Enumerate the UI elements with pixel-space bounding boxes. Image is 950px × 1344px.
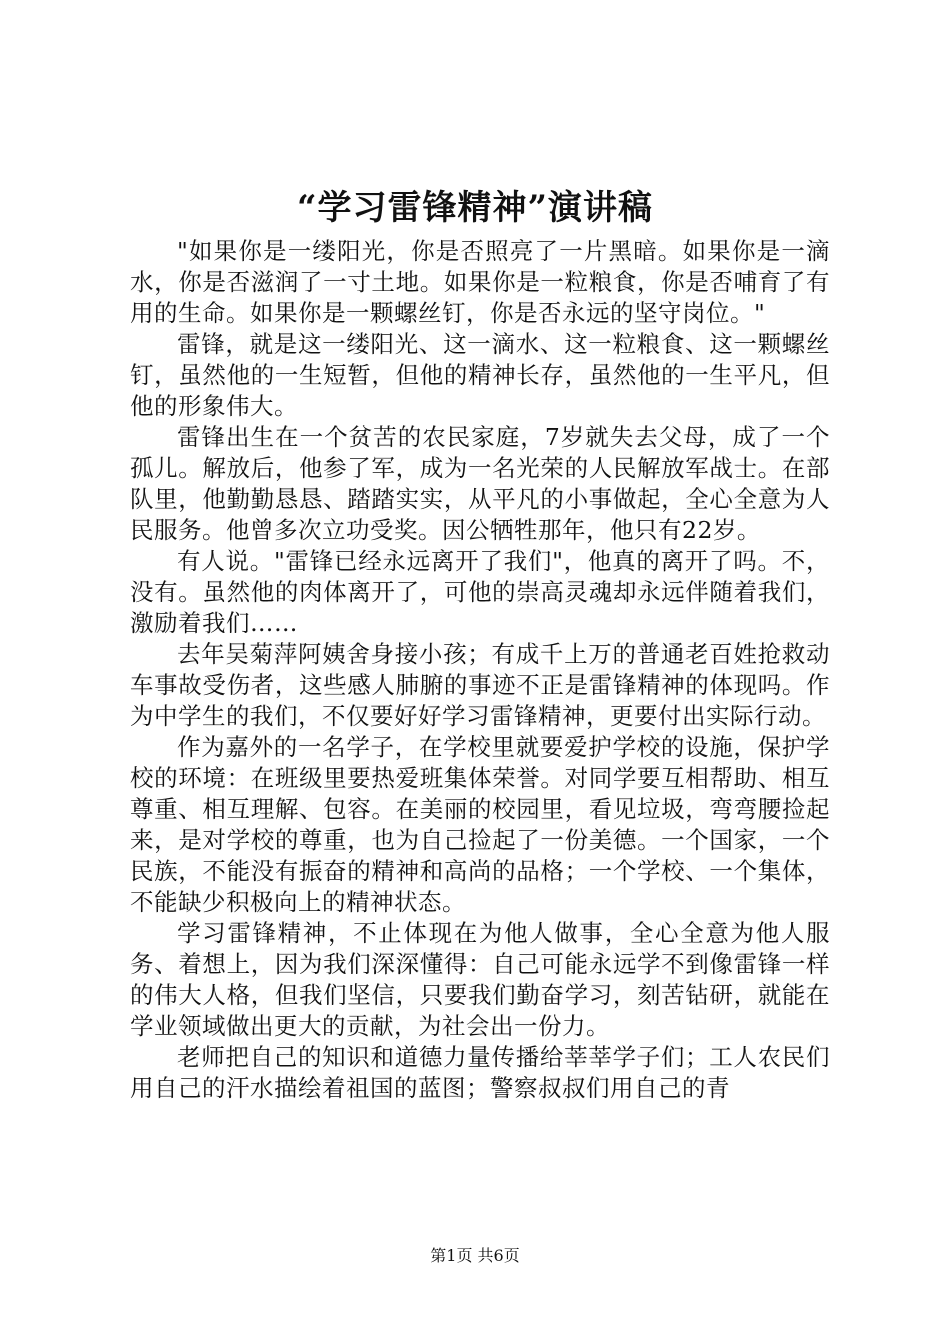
page-footer: 第1页 共6页 <box>430 1246 520 1265</box>
paragraph-5: 去年吴菊萍阿姨舍身接小孩；有成千上万的普通老百姓抢救动车事故受伤者，这些感人肺腑的事迹不正是雷锋精神的体现吗。作为中学生的我们，不仅要好好学习雷锋精神，更要付出实际行动。 <box>130 640 830 730</box>
paragraph-7: 学习雷锋精神，不止体现在为他人做事，全心全意为他人服务、着想上，因为我们深深懂得：自己可能永远学不到像雷锋一样的伟大人格，但我们坚信，只要我们勤奋学习，刻苦钻研，就能在学业领域做出更大的贡献，为社会出一份力。 <box>130 919 830 1040</box>
paragraph-2: 雷锋，就是这一缕阳光、这一滴水、这一粒粮食、这一颗螺丝钉，虽然他的一生短暂，但他的精神长存，虽然他的一生平凡，但他的形象伟大。 <box>130 330 830 420</box>
document-body <box>130 236 830 1104</box>
paragraph-6: 作为嘉外的一名学子，在学校里就要爱护学校的设施，保护学校的环境：在班级里要热爱班集体荣誉。对同学要互相帮助、相互尊重、相互理解、包容。在美丽的校园里，看见垃圾，弯弯腰捡起来，是对学校的尊重，也为自己捡起了一份美德。一个国家，一个民族，不能没有振奋的精神和高尚的品格；一个学校、一个集体，不能缺少积极向上的精神状态。 <box>130 733 830 916</box>
paragraph-4: 有人说。"雷锋已经永远离开了我们"，他真的离开了吗。不，没有。虽然他的肉体离开了，可他的崇高灵魂却永远伴随着我们，激励着我们…… <box>130 547 830 637</box>
document-title: “学习雷锋精神”演讲稿 <box>296 188 654 228</box>
paragraph-1: "如果你是一缕阳光，你是否照亮了一片黑暗。如果你是一滴水，你是否滋润了一寸土地。如果你是一粒粮食，你是否哺育了有用的生命。如果你是一颗螺丝钉，你是否永远的坚守岗位。" <box>130 237 830 327</box>
paragraph-8: 老师把自己的知识和道德力量传播给莘莘学子们；工人农民们用自己的汗水描绘着祖国的蓝图；警察叔叔们用自己的青 <box>130 1043 830 1102</box>
paragraph-3: 雷锋出生在一个贫苦的农民家庭，7岁就失去父母，成了一个孤儿。解放后，他参了军，成为一名光荣的人民解放军战士。在部队里，他勤勤恳恳、踏踏实实，从平凡的小事做起，全心全意为人民服务。他曾多次立功受奖。因公牺牲那年，他只有22岁。 <box>130 423 830 544</box>
